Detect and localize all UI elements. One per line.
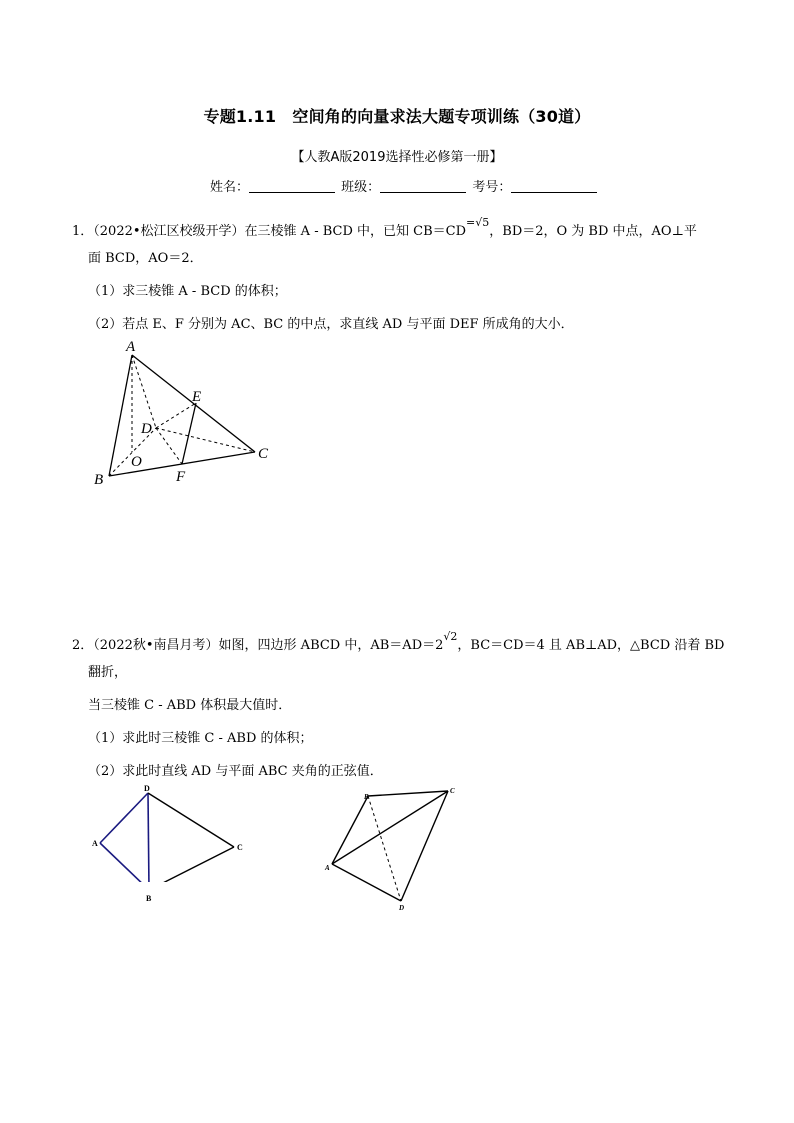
q1-edge-de [156, 403, 196, 428]
q2-quadrilateral-figure [88, 782, 258, 882]
q2-f2-edge-ac [332, 791, 448, 864]
q2-f2-edge-cd [401, 791, 448, 901]
q1-label-o: O [131, 454, 142, 470]
q1-label-c: C [258, 446, 269, 462]
student-info-row [210, 176, 599, 195]
q2-f2-edge-ad [332, 864, 401, 901]
q1-stem-c: 面 BCD，AO＝2． [88, 251, 203, 266]
q1-edge-ad [132, 355, 156, 428]
q2-f1-label-c: C [237, 843, 243, 852]
q2-line1 [72, 630, 725, 655]
q1-edge-ab [109, 355, 132, 476]
q2-folded-figure [320, 784, 470, 914]
q1-part2: （2）若点 E、F 分别为 AC、BC 的中点，求直线 AD 与平面 DEF 所成角的大小． [88, 317, 574, 332]
q2-f1-label-b-holder [140, 892, 160, 906]
q2-part2: （2）求此时直线 AD 与平面 ABC 夹角的正弦值． [88, 764, 383, 779]
name-label: 姓名： [210, 180, 250, 195]
q2-f1-label-a: A [92, 839, 98, 848]
q2-f1-label-d: D [144, 784, 150, 793]
exam-number-blank[interactable] [511, 179, 597, 193]
q2-f1-edge-ad [100, 793, 148, 843]
q2-f2-label-c: C [450, 787, 455, 795]
q2-part1: （1）求此时三棱锥 C - ABD 的体积； [88, 731, 313, 746]
q1-stem-eq: = [466, 216, 476, 229]
name-blank[interactable] [249, 179, 335, 193]
q1-stem-b: ，BD＝2，O 为 BD 中点，AO⊥平 [489, 224, 697, 239]
q1-line1 [72, 216, 697, 241]
q2-stem-c: 翻折， [88, 665, 128, 680]
q2-f2-label-b: B [364, 793, 369, 801]
class-label: 班级： [341, 180, 381, 195]
q1-label-f: F [176, 469, 186, 485]
q1-tetrahedron-figure [88, 335, 288, 490]
q2-source: （2022秋•南昌月考） [93, 638, 219, 653]
q2-f1-label-b: B [146, 894, 152, 903]
q2-f2-edge-bc [368, 791, 448, 796]
q1-part1: （1）求三棱锥 A - BCD 的体积； [88, 284, 287, 299]
q2-f2-label-d: D [399, 904, 405, 912]
q1-stem-sqrt: √5 [475, 216, 490, 229]
q2-stem-sqrt: √2 [443, 630, 458, 643]
q1-label-b: B [94, 472, 104, 488]
q1-source: （2022•松江区校级开学） [93, 224, 245, 239]
q2-f2-label-a: A [325, 864, 330, 872]
q2-stem-b: ，BC＝CD＝4 且 AB⊥AD，△BCD 沿着 BD [457, 638, 725, 653]
exam-number-label: 考号： [472, 180, 512, 195]
q2-f1-edge-bd [148, 793, 149, 882]
q1-stem-a: 在三棱锥 A - BCD 中，已知 CB＝CD [244, 224, 467, 239]
q1-label-d: D [141, 421, 152, 437]
q2-f1-edge-bc [149, 847, 234, 882]
q2-number: 2． [72, 638, 94, 653]
page-subtitle: 【人教A版2019选择性必修第一册】 [291, 150, 503, 165]
q1-label-a: A [126, 339, 136, 355]
q1-number: 1． [72, 224, 94, 239]
q1-edge-ef [182, 403, 196, 464]
q2-f1-edge-dc [148, 793, 234, 847]
q2-f1-edge-ab [100, 843, 149, 882]
q2-stem-a: 如图，四边形 ABCD 中，AB＝AD＝2 [218, 638, 444, 653]
class-blank[interactable] [380, 179, 466, 193]
q2-f2-edge-ab [332, 796, 368, 864]
q1-label-e: E [192, 389, 202, 405]
q2-stem-d: 当三棱锥 C - ABD 体积最大值时． [88, 698, 292, 713]
page-title: 专题1.11 空间角的向量求法大题专项训练（30道） [203, 107, 591, 126]
q1-edge-df [156, 428, 182, 464]
